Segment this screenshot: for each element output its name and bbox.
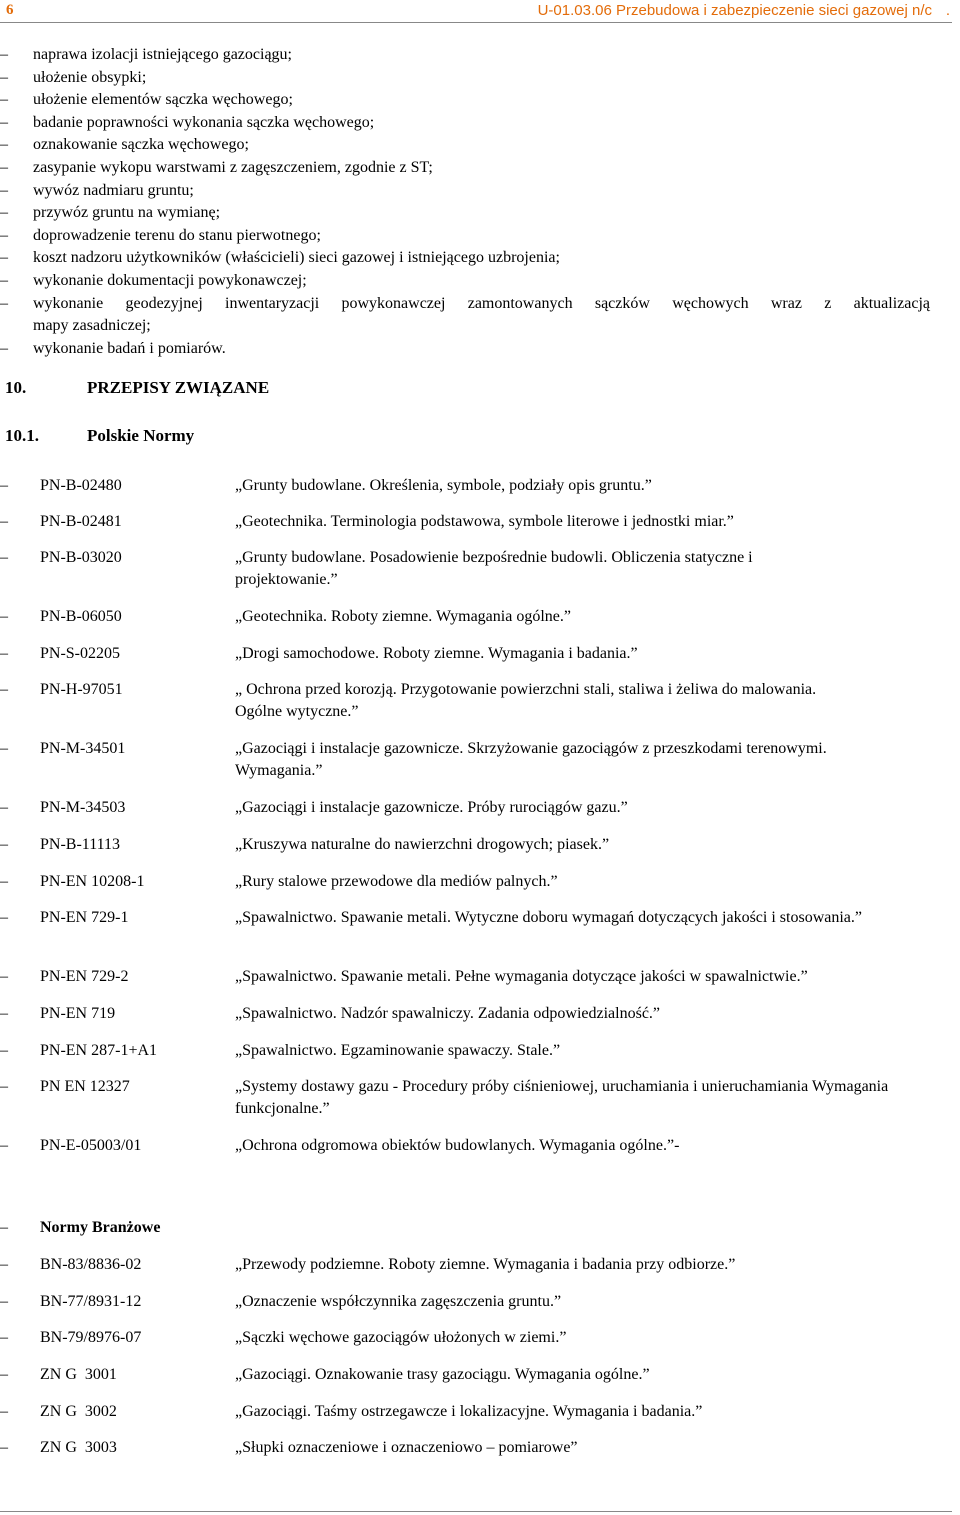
- dash-marker: –: [0, 226, 8, 244]
- norm-code: BN-83/8836-02: [40, 1256, 142, 1273]
- list-item: – przywóz gruntu na wymianę;: [0, 202, 930, 225]
- section-title: PRZEPISY ZWIĄZANE: [87, 378, 270, 397]
- dash-marker: –: [0, 113, 8, 131]
- norm-code: PN-S-02205: [40, 645, 121, 662]
- norm-code: ZN G 3003: [40, 1439, 117, 1456]
- list-item: – naprawa izolacji istniejącego gazociągu;: [0, 44, 930, 67]
- norm-description: „Słupki oznaczeniowe i oznaczeniowo – pomiarowe”: [235, 1439, 578, 1456]
- norm-code: PN-M-34503: [40, 799, 126, 816]
- dash-marker: –: [0, 799, 8, 816]
- dash-marker: –: [0, 549, 8, 566]
- norm-description: „Geotechnika. Terminologia podstawowa, symbole literowe i jednostki miar.”: [235, 513, 734, 530]
- norm-code: ZN G 3001: [40, 1366, 117, 1383]
- dash-marker: –: [0, 1042, 8, 1059]
- list-item-continuation: mapy zasadniczej;: [33, 317, 151, 335]
- norm-description: „Sączki węchowe gazociągów ułożonych w ziemi.”: [235, 1329, 567, 1346]
- list-item: – wykonanie geodezyjnej inwentaryzacji powykonawczej zamontowanych sączków węchowych wraz z aktualizacją: [0, 293, 930, 316]
- norm-code: BN-77/8931-12: [40, 1293, 142, 1310]
- dash-marker: –: [0, 477, 8, 494]
- dash-marker: –: [0, 873, 8, 890]
- running-title-text: U-01.03.06 Przebudowa i zabezpieczenie sieci gazowej n/c: [537, 2, 932, 19]
- header-rule: [0, 22, 952, 23]
- norm-code: PN-B-06050: [40, 608, 122, 625]
- norm-code: PN-EN 10208-1: [40, 873, 145, 890]
- norm-description: „Spawalnictwo. Egzaminowanie spawaczy. Stale.”: [235, 1042, 561, 1059]
- norm-description: „Geotechnika. Roboty ziemne. Wymagania ogólne.”: [235, 608, 571, 625]
- trailing-dot: .: [945, 2, 950, 19]
- norm-description: „Ochrona odgromowa obiektów budowlanych. Wymagania ogólne.”-: [235, 1137, 680, 1154]
- norm-description: „Gazociągi i instalacje gazownicze. Próby rurociągów gazu.”: [235, 799, 628, 816]
- norm-code: PN-EN 719: [40, 1005, 116, 1022]
- dash-marker: –: [0, 68, 8, 86]
- list-item: – wywóz nadmiaru gruntu;: [0, 180, 930, 203]
- dash-marker: –: [0, 249, 8, 267]
- norm-description: „Kruszywa naturalne do nawierzchni drogowych; piasek.”: [235, 836, 610, 853]
- dash-marker: –: [0, 1366, 8, 1383]
- norm-code: PN-E-05003/01: [40, 1137, 142, 1154]
- dash-marker: –: [0, 909, 8, 926]
- list-item: – zasypanie wykopu warstwami z zagęszczeniem, zgodnie z ST;: [0, 157, 930, 180]
- subsection-number: 10.1.: [5, 426, 39, 445]
- dash-marker: –: [0, 1439, 8, 1456]
- norm-description: „Rury stalowe przewodowe dla mediów palnych.”: [235, 873, 558, 890]
- dash-marker: –: [0, 1329, 8, 1346]
- norm-description: „Oznaczenie współczynnika zagęszczenia gruntu.”: [235, 1293, 562, 1310]
- norm-code: PN-B-03020: [40, 549, 122, 566]
- page-number: 6: [6, 2, 14, 18]
- list-item: – ułożenie obsypki;: [0, 67, 930, 90]
- dash-marker: –: [0, 136, 8, 154]
- norm-description: „ Ochrona przed korozją. Przygotowanie powierzchni stali, staliwa i żeliwa do malowania. Ogólne wytyczne.”: [235, 681, 817, 720]
- norm-description: „Spawalnictwo. Nadzór spawalniczy. Zadania odpowiedzialność.”: [235, 1005, 661, 1022]
- list-item: – doprowadzenie terenu do stanu pierwotnego;: [0, 225, 930, 248]
- branch-norms-title: Normy Branżowe: [40, 1219, 161, 1236]
- norm-code: PN-EN 729-1: [40, 909, 129, 926]
- work-scope-list: [0, 44, 930, 360]
- list-item: – koszt nadzoru użytkowników (właścicieli) sieci gazowej i istniejącego uzbrojenia;: [0, 247, 930, 270]
- list-item: – wykonanie badań i pomiarów.: [0, 338, 930, 361]
- dash-marker: –: [0, 204, 8, 222]
- dash-marker: –: [0, 271, 8, 289]
- list-item: – badanie poprawności wykonania sączka węchowego;: [0, 112, 930, 135]
- dash-marker: –: [0, 1256, 8, 1273]
- norm-code: PN-B-11113: [40, 836, 120, 853]
- dash-marker: –: [0, 158, 8, 176]
- dash-marker: –: [0, 46, 8, 63]
- norm-description: „Gazociągi. Taśmy ostrzegawcze i lokalizacyjne. Wymagania i badania.”: [235, 1403, 703, 1420]
- dash-marker: –: [0, 1078, 8, 1095]
- norm-code: PN-B-02480: [40, 477, 122, 494]
- norm-code: PN-EN 287-1+A1: [40, 1042, 158, 1059]
- norm-description: „Spawalnictwo. Spawanie metali. Wytyczne doboru wymagań dotyczących jakości i stosowania.”: [235, 909, 862, 926]
- norm-description: „Systemy dostawy gazu - Procedury próby ciśnieniowej, uruchamiania i unieruchamiania Wymagania funkcjonalne.”: [235, 1078, 889, 1117]
- dash-marker: –: [0, 836, 8, 853]
- norm-description: „Przewody podziemne. Roboty ziemne. Wymagania i badania przy odbiorze.”: [235, 1256, 736, 1273]
- norm-code: PN-EN 729-2: [40, 968, 129, 985]
- dash-marker: –: [0, 968, 8, 985]
- dash-marker: –: [0, 294, 8, 312]
- list-item: – wykonanie dokumentacji powykonawczej;: [0, 270, 930, 293]
- norm-code: BN-79/8976-07: [40, 1329, 142, 1346]
- dash-marker: –: [0, 1293, 8, 1310]
- dash-marker: –: [0, 513, 8, 530]
- norm-code: PN-M-34501: [40, 740, 126, 757]
- norm-code: PN-H-97051: [40, 681, 123, 698]
- norm-description: „Gazociągi i instalacje gazownicze. Skrzyżowanie gazociągów z przeszkodami terenowymi. Wymagania.”: [235, 740, 827, 779]
- dash-marker: –: [0, 181, 8, 199]
- dash-marker: –: [0, 740, 8, 757]
- dash-marker: –: [0, 681, 8, 698]
- dash-marker: –: [0, 91, 8, 109]
- section-number: 10.: [5, 378, 27, 397]
- list-item: – oznakowanie sączka węchowego;: [0, 134, 930, 157]
- dash-marker: –: [0, 645, 8, 662]
- norm-description: „Drogi samochodowe. Roboty ziemne. Wymagania i badania.”: [235, 645, 638, 662]
- norm-description: „Grunty budowlane. Określenia, symbole, podziały opis gruntu.”: [235, 477, 652, 494]
- norm-code: PN EN 12327: [40, 1078, 130, 1095]
- dash-marker: –: [0, 339, 8, 357]
- dash-marker: –: [0, 1403, 8, 1420]
- page-header: [0, 0, 960, 22]
- norm-description: „Gazociągi. Oznakowanie trasy gazociągu. Wymagania ogólne.”: [235, 1366, 650, 1383]
- dash-marker: –: [0, 1005, 8, 1022]
- norm-description: „Spawalnictwo. Spawanie metali. Pełne wymagania dotyczące jakości w spawalnictwie.”: [235, 968, 808, 985]
- footer-rule: [0, 1511, 952, 1512]
- list-item: – ułożenie elementów sączka węchowego;: [0, 89, 930, 112]
- dash-marker: –: [0, 608, 8, 625]
- subsection-title: Polskie Normy: [87, 426, 195, 445]
- norm-code: ZN G 3002: [40, 1403, 117, 1420]
- norm-description: „Grunty budowlane. Posadowienie bezpośrednie budowli. Obliczenia statyczne i projektowanie.”: [235, 549, 753, 588]
- running-title: [537, 2, 950, 19]
- dash-marker: –: [0, 1137, 8, 1154]
- dash-marker: –: [0, 1219, 8, 1236]
- norm-code: PN-B-02481: [40, 513, 122, 530]
